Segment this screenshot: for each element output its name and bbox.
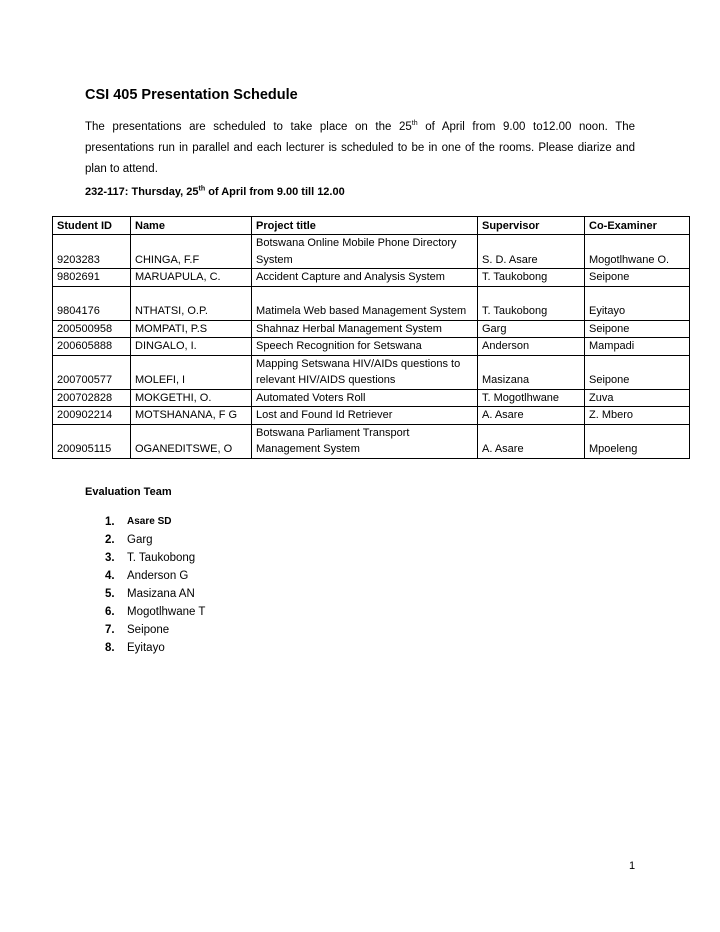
supervisor-cell: Garg (478, 320, 585, 338)
project-title-cell: Speech Recognition for Setswana (252, 338, 478, 356)
supervisor-cell: Anderson (478, 338, 585, 356)
name-cell: MOTSHANANA, F G (131, 407, 252, 425)
list-item-number: 5. (105, 588, 115, 600)
list-item-number: 3. (105, 552, 115, 564)
list-item-name: Anderson G (127, 570, 189, 582)
project-title-cell: Mapping Setswana HIV/AIDs questions to relevant HIV/AIDS questions (252, 355, 478, 389)
name-cell: MARUAPULA, C. (131, 269, 252, 287)
list-item (85, 585, 205, 603)
supervisor-cell: T. Taukobong (478, 269, 585, 287)
student-id-cell: 200702828 (53, 389, 131, 407)
list-item-name: Garg (127, 534, 153, 546)
intro-line-1-text: The presentations are scheduled to take place on the 25 (85, 121, 412, 133)
name-cell: OGANEDITSWE, O (131, 424, 252, 458)
co-examiner-cell: Mpoeleng (585, 424, 690, 458)
intro-line-1-superscript: th (411, 120, 418, 128)
student-id-cell: 9203283 (53, 235, 131, 269)
table-header-cell: Project title (252, 217, 478, 235)
co-examiner-cell: Z. Mbero (585, 407, 690, 425)
list-item (85, 603, 205, 621)
name-cell: MOKGETHI, O. (131, 389, 252, 407)
table-row (53, 286, 690, 320)
project-title-cell: Automated Voters Roll (252, 389, 478, 407)
session-heading-text-end: of April from 9.00 till 12.00 (205, 186, 345, 198)
table-row (53, 320, 690, 338)
supervisor-cell: T. Mogotlhwane (478, 389, 585, 407)
list-item-number: 6. (105, 606, 115, 618)
list-item (85, 567, 205, 585)
name-cell: MOMPATI, P.S (131, 320, 252, 338)
name-cell: DINGALO, I. (131, 338, 252, 356)
supervisor-cell: T. Taukobong (478, 286, 585, 320)
student-id-cell: 200605888 (53, 338, 131, 356)
list-item-name: Masizana AN (127, 588, 195, 600)
list-item-name: Seipone (127, 624, 170, 636)
list-item (85, 513, 205, 531)
table-row (53, 389, 690, 407)
intro-line-3: plan to attend. (85, 163, 158, 175)
co-examiner-cell: Seipone (585, 355, 690, 389)
supervisor-cell: A. Asare (478, 407, 585, 425)
project-title-cell: Botswana Online Mobile Phone Directory System (252, 235, 478, 269)
list-item (85, 549, 205, 567)
list-item-name: Asare SD (127, 516, 172, 527)
co-examiner-cell: Eyitayo (585, 286, 690, 320)
evaluation-team-list (85, 513, 205, 657)
table-row (53, 424, 690, 458)
list-item (85, 621, 205, 639)
project-title-cell: Botswana Parliament Transport Management System (252, 424, 478, 458)
list-item (85, 639, 205, 657)
co-examiner-cell: Mampadi (585, 338, 690, 356)
table-row (53, 355, 690, 389)
page-number: 1 (629, 860, 636, 872)
list-item-number: 1. (105, 516, 115, 528)
student-id-cell: 200902214 (53, 407, 131, 425)
table-header-row (53, 217, 690, 235)
table-row (53, 407, 690, 425)
table-row (53, 235, 690, 269)
co-examiner-cell: Seipone (585, 320, 690, 338)
table-header-cell: Supervisor (478, 217, 585, 235)
project-title-cell: Accident Capture and Analysis System (252, 269, 478, 287)
project-title-cell: Lost and Found Id Retriever (252, 407, 478, 425)
intro-paragraph (85, 117, 635, 180)
table-header-cell: Co-Examiner (585, 217, 690, 235)
name-cell: CHINGA, F.F (131, 235, 252, 269)
project-title-cell: Shahnaz Herbal Management System (252, 320, 478, 338)
supervisor-cell: S. D. Asare (478, 235, 585, 269)
table-row (53, 269, 690, 287)
session-heading-text: 232-117: Thursday, 25 (85, 186, 199, 198)
table-header-cell: Name (131, 217, 252, 235)
student-id-cell: 9804176 (53, 286, 131, 320)
page-title: CSI 405 Presentation Schedule (85, 87, 298, 103)
schedule-table-body (53, 235, 690, 459)
intro-line-1-text-end: of April from 9.00 to12.00 noon. The (417, 121, 636, 133)
list-item-number: 7. (105, 624, 115, 636)
list-item-number: 8. (105, 642, 115, 654)
schedule-table (52, 216, 690, 459)
supervisor-cell: Masizana (478, 355, 585, 389)
table-row (53, 338, 690, 356)
co-examiner-cell: Seipone (585, 269, 690, 287)
session-heading-superscript: th (198, 185, 206, 193)
session-heading (85, 186, 345, 198)
intro-line-1 (85, 117, 635, 138)
list-item-name: Mogotlhwane T (127, 606, 206, 618)
student-id-cell: 200905115 (53, 424, 131, 458)
name-cell: NTHATSI, O.P. (131, 286, 252, 320)
list-item (85, 531, 205, 549)
list-item-name: Eyitayo (127, 642, 165, 654)
supervisor-cell: A. Asare (478, 424, 585, 458)
co-examiner-cell: Mogotlhwane O. (585, 235, 690, 269)
co-examiner-cell: Zuva (585, 389, 690, 407)
project-title-cell: Matimela Web based Management System (252, 286, 478, 320)
list-item-number: 4. (105, 570, 115, 582)
student-id-cell: 200700577 (53, 355, 131, 389)
intro-line-2: presentations run in parallel and each lecturer is scheduled to be in one of the rooms. Please diarize and (85, 142, 635, 154)
list-item-name: T. Taukobong (127, 552, 196, 564)
evaluation-team-title: Evaluation Team (85, 486, 172, 498)
table-header-cell: Student ID (53, 217, 131, 235)
student-id-cell: 9802691 (53, 269, 131, 287)
list-item-number: 2. (105, 534, 115, 546)
name-cell: MOLEFI, I (131, 355, 252, 389)
student-id-cell: 200500958 (53, 320, 131, 338)
